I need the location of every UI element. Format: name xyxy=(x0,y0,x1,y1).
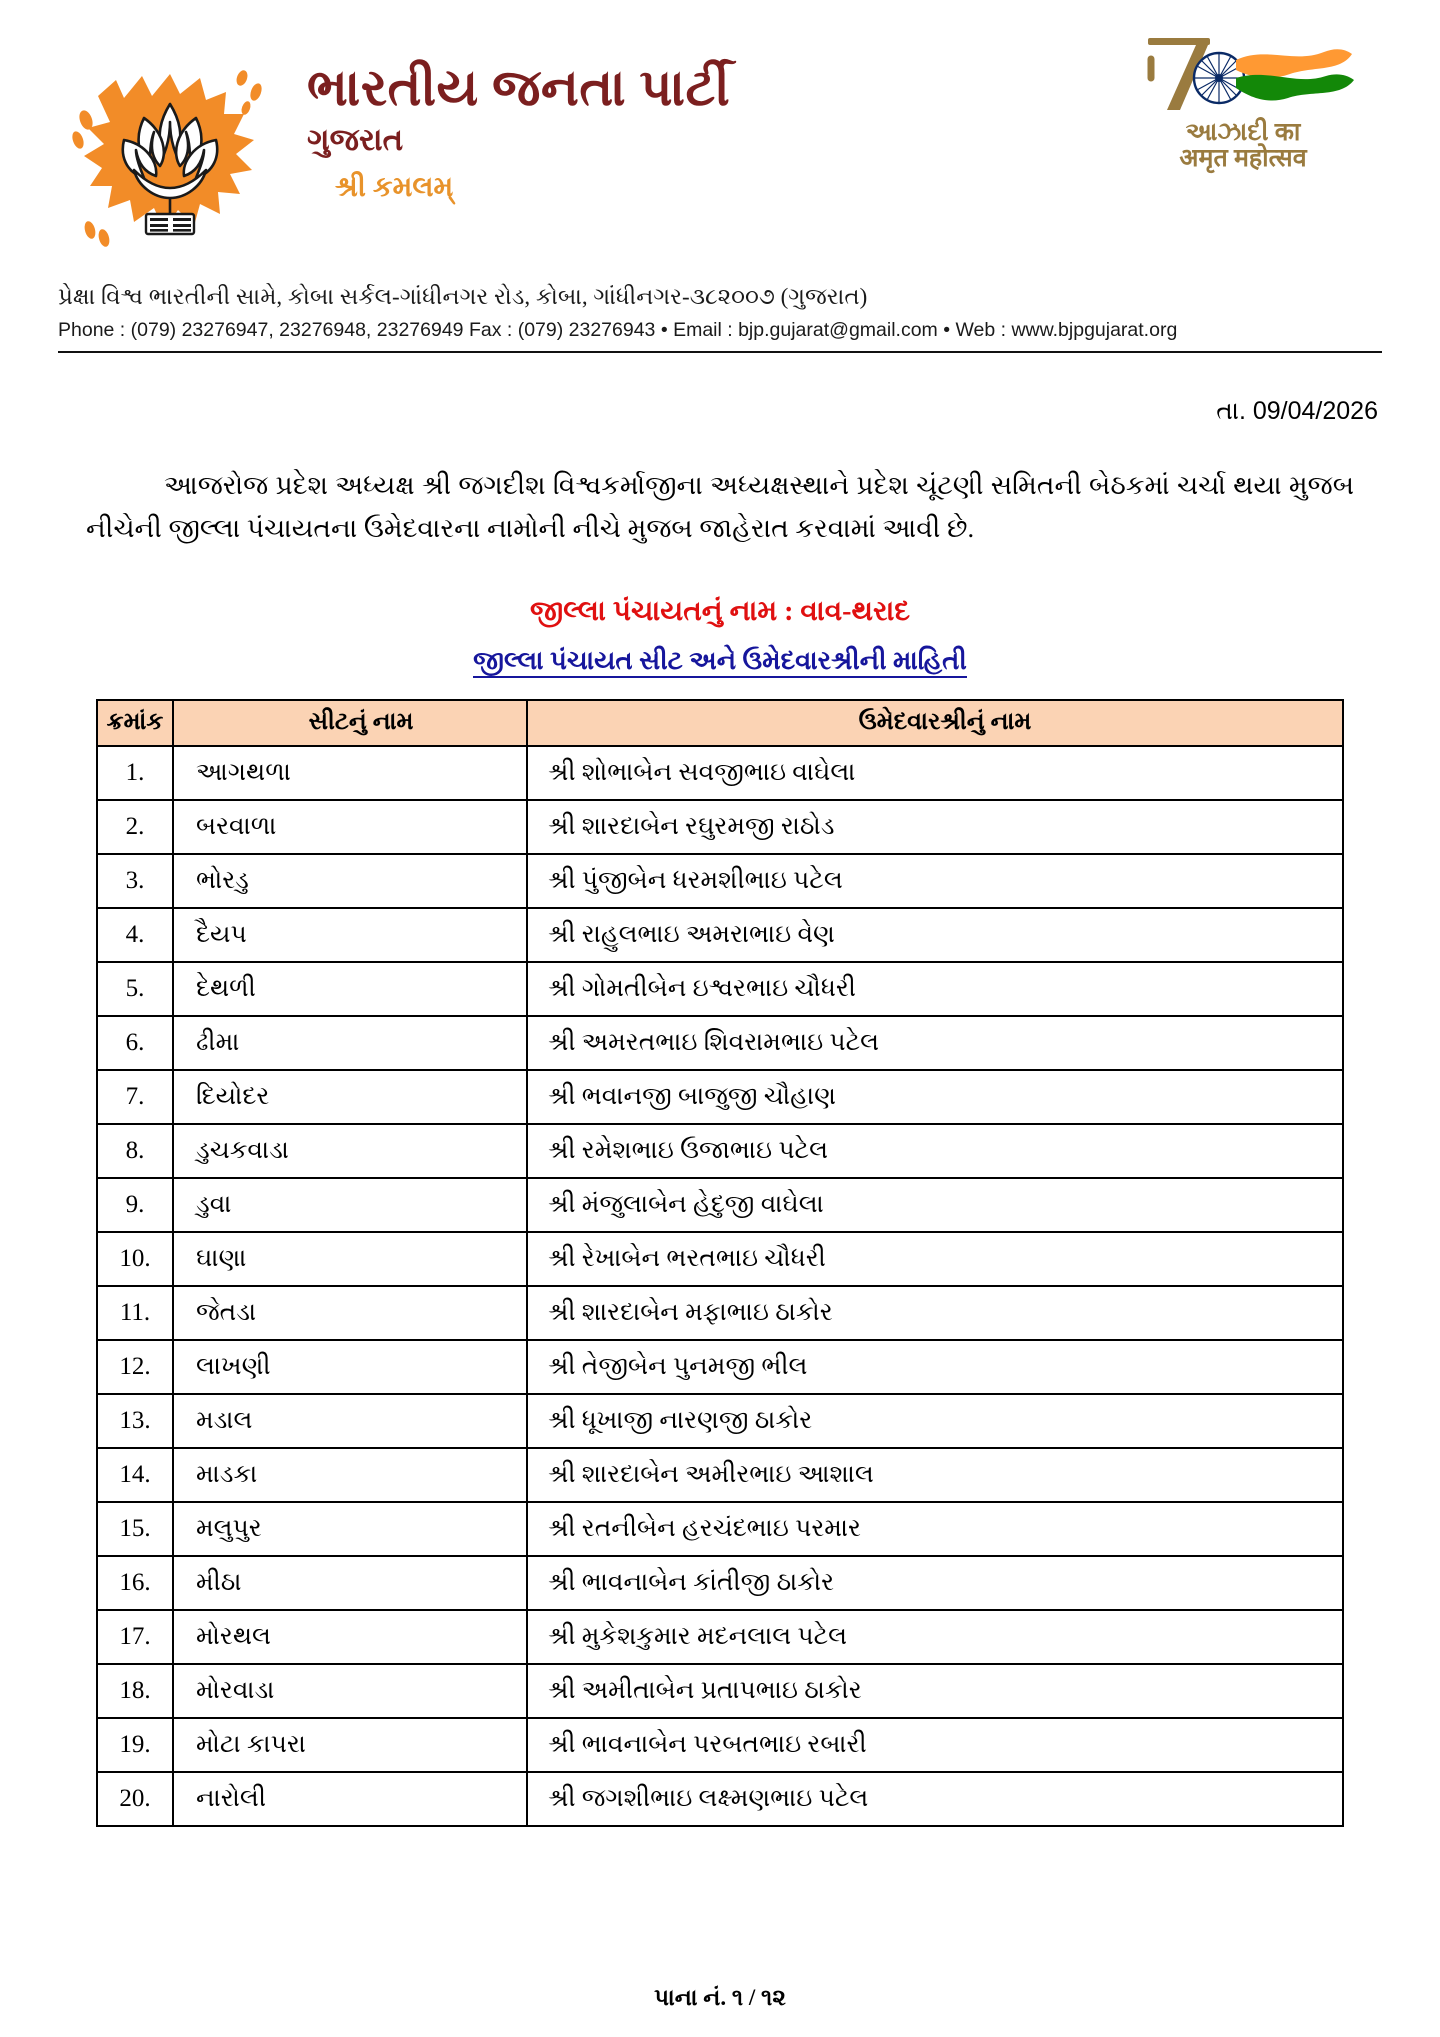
cell-seat-name: મોરથલ xyxy=(173,1610,527,1664)
party-title: ભારતીય જનતા પાર્ટી xyxy=(307,61,731,117)
cell-sr: 3. xyxy=(97,854,173,908)
table-row xyxy=(97,1556,1343,1610)
table-row xyxy=(97,908,1343,962)
cell-sr: 9. xyxy=(97,1178,173,1232)
table-row xyxy=(97,1448,1343,1502)
cell-candidate-name: શ્રી ભવાનજી બાજુજી ચૌહાણ xyxy=(527,1070,1343,1124)
column-header-sr: ક્રમાંક xyxy=(97,700,173,746)
cell-candidate-name: શ્રી મુકેશકુમાર મદનલાલ પટેલ xyxy=(527,1610,1343,1664)
cell-seat-name: ડુચકવાડા xyxy=(173,1124,527,1178)
table-row xyxy=(97,1610,1343,1664)
cell-seat-name: મલુપુર xyxy=(173,1502,527,1556)
cell-sr: 16. xyxy=(97,1556,173,1610)
cell-candidate-name: શ્રી શારદાબેન મફાભાઇ ઠાકોર xyxy=(527,1286,1343,1340)
cell-candidate-name: શ્રી ગોમતીબેન ઇશ્વરભાઇ ચૌધરી xyxy=(527,962,1343,1016)
cell-sr: 20. xyxy=(97,1772,173,1826)
table-row xyxy=(97,962,1343,1016)
cell-seat-name: મોરવાડા xyxy=(173,1664,527,1718)
cell-sr: 14. xyxy=(97,1448,173,1502)
cell-sr: 15. xyxy=(97,1502,173,1556)
cell-sr: 13. xyxy=(97,1394,173,1448)
table-row xyxy=(97,1340,1343,1394)
cell-candidate-name: શ્રી રાહુલભાઇ અમરાભાઇ વેણ xyxy=(527,908,1343,962)
seat-and-candidate-info-heading xyxy=(0,646,1440,677)
party-tagline: શ્રી કમલમ્ xyxy=(335,171,454,203)
cell-sr: 2. xyxy=(97,800,173,854)
cell-sr: 4. xyxy=(97,908,173,962)
cell-seat-name: ઢીમા xyxy=(173,1016,527,1070)
azadi-ka-amrit-mahotsav-logo-icon xyxy=(1118,26,1368,186)
cell-sr: 5. xyxy=(97,962,173,1016)
cell-sr: 19. xyxy=(97,1718,173,1772)
cell-seat-name: લાખણી xyxy=(173,1340,527,1394)
district-panchayat-name-heading: જીલ્લા પંચાયતનું નામ : વાવ-થરાદ xyxy=(530,595,910,627)
cell-candidate-name: શ્રી અમરતભાઇ શિવરામભાઇ પટેલ xyxy=(527,1016,1343,1070)
table-row xyxy=(97,1178,1343,1232)
seat-and-candidate-info-heading-text: જીલ્લા પંચાયત સીટ અને ઉમેદવારશ્રીની માહિતી xyxy=(473,646,967,678)
cell-candidate-name: શ્રી જગશીભાઇ લક્ષ્મણભાઇ પટેલ xyxy=(527,1772,1343,1826)
candidates-table xyxy=(96,699,1344,1827)
table-row xyxy=(97,1124,1343,1178)
cell-seat-name: ઘાણા xyxy=(173,1232,527,1286)
table-row xyxy=(97,1772,1343,1826)
table-row xyxy=(97,1232,1343,1286)
cell-seat-name: ડુવા xyxy=(173,1178,527,1232)
table-row xyxy=(97,1394,1343,1448)
table-row xyxy=(97,1502,1343,1556)
cell-candidate-name: શ્રી શોભાબેન સવજીભાઇ વાઘેલા xyxy=(527,746,1343,800)
table-row xyxy=(97,1016,1343,1070)
cell-seat-name: જેતડા xyxy=(173,1286,527,1340)
cell-candidate-name: શ્રી ભાવનાબેન કાંતીજી ઠાકોર xyxy=(527,1556,1343,1610)
party-state: ગુજરાત xyxy=(307,122,404,158)
table-row xyxy=(97,854,1343,908)
table-head xyxy=(97,700,1343,746)
cell-seat-name: બરવાળા xyxy=(173,800,527,854)
letterhead-divider xyxy=(58,351,1382,353)
cell-candidate-name: શ્રી મંજુલાબેન હેદુજી વાઘેલા xyxy=(527,1178,1343,1232)
cell-sr: 18. xyxy=(97,1664,173,1718)
table-header-row xyxy=(97,700,1343,746)
candidates-table-wrap xyxy=(0,699,1440,1827)
cell-candidate-name: શ્રી રમેશભાઇ ઉજાભાઇ પટેલ xyxy=(527,1124,1343,1178)
table-row xyxy=(97,800,1343,854)
party-name-block xyxy=(307,62,730,204)
cell-sr: 11. xyxy=(97,1286,173,1340)
cell-candidate-name: શ્રી ભાવનાબેન પરબતભાઇ રબારી xyxy=(527,1718,1343,1772)
document-date: તા. 09/04/2026 xyxy=(1216,397,1378,425)
office-address: પ્રેક્ષા વિશ્વ ભારતીની સામે, કોબા સર્કલ-ગાંધીનગર રોડ, કોબા, ગાંધીનગર-૩૮૨૦૦૭ (ગુજરાત) xyxy=(58,284,868,309)
cell-candidate-name: શ્રી રતનીબેન હરચંદભાઇ પરમાર xyxy=(527,1502,1343,1556)
cell-sr: 6. xyxy=(97,1016,173,1070)
cell-sr: 17. xyxy=(97,1610,173,1664)
cell-candidate-name: શ્રી તેજીબેન પુનમજી ભીલ xyxy=(527,1340,1343,1394)
table-body xyxy=(97,746,1343,1826)
table-row xyxy=(97,1664,1343,1718)
column-header-candidate: ઉમેદવારશ્રીનું નામ xyxy=(527,700,1343,746)
bjp-lotus-logo-icon xyxy=(64,58,279,258)
cell-seat-name: મોટા કાપરા xyxy=(173,1718,527,1772)
cell-candidate-name: શ્રી રેખાબેન ભરતભાઇ ચૌધરી xyxy=(527,1232,1343,1286)
cell-seat-name: મડાલ xyxy=(173,1394,527,1448)
cell-seat-name: દેથળી xyxy=(173,962,527,1016)
cell-candidate-name: શ્રી શારદાબેન અમીરભાઇ આશાલ xyxy=(527,1448,1343,1502)
cell-sr: 10. xyxy=(97,1232,173,1286)
cell-seat-name: ભોરડુ xyxy=(173,854,527,908)
table-row xyxy=(97,1286,1343,1340)
cell-sr: 12. xyxy=(97,1340,173,1394)
cell-sr: 1. xyxy=(97,746,173,800)
cell-candidate-name: શ્રી અમીતાબેન પ્રતાપભાઇ ઠાકોર xyxy=(527,1664,1343,1718)
intro-paragraph: આજરોજ પ્રદેશ અધ્યક્ષ શ્રી જગદીશ વિશ્વકર્માજીના અધ્યક્ષસ્થાને પ્રદેશ ચૂંટણી સમિતની બેઠકમાં ચર્ચા થયા મુજબ નીચેની જીલ્લા પંચાયતના ઉમેદવારના નામોની નીચે મુજબ જાહેરાત કરવામાં આવી છે. xyxy=(86,470,1354,543)
column-header-seat-name: સીટનું નામ xyxy=(173,700,527,746)
table-row xyxy=(97,1718,1343,1772)
table-row xyxy=(97,1070,1343,1124)
cell-candidate-name: શ્રી પુંજીબેન ધરમશીભાઇ પટેલ xyxy=(527,854,1343,908)
cell-seat-name: દિયોદર xyxy=(173,1070,527,1124)
letterhead xyxy=(0,0,1440,290)
cell-seat-name: દૈયપ xyxy=(173,908,527,962)
azadi-logo-text-line1: આઝાદી का xyxy=(1185,119,1301,146)
page-number-footer: પાના નં. ૧ / ૧૨ xyxy=(654,1985,786,2010)
cell-seat-name: મીઠા xyxy=(173,1556,527,1610)
cell-seat-name: માડકા xyxy=(173,1448,527,1502)
cell-sr: 8. xyxy=(97,1124,173,1178)
cell-sr: 7. xyxy=(97,1070,173,1124)
azadi-logo-text-line2: अमृत महोत्सव xyxy=(1179,144,1307,172)
cell-seat-name: આગથળા xyxy=(173,746,527,800)
table-row xyxy=(97,746,1343,800)
cell-seat-name: નારોલી xyxy=(173,1772,527,1826)
contact-details: Phone : (079) 23276947, 23276948, 23276949 Fax : (079) 23276943 • Email : bjp.gujarat@gmail.com • Web : www.bjpgujarat.org xyxy=(58,319,1178,341)
cell-candidate-name: શ્રી ધૂખાજી નારણજી ઠાકોર xyxy=(527,1394,1343,1448)
cell-candidate-name: શ્રી શારદાબેન રઘુરમજી રાઠોડ xyxy=(527,800,1343,854)
